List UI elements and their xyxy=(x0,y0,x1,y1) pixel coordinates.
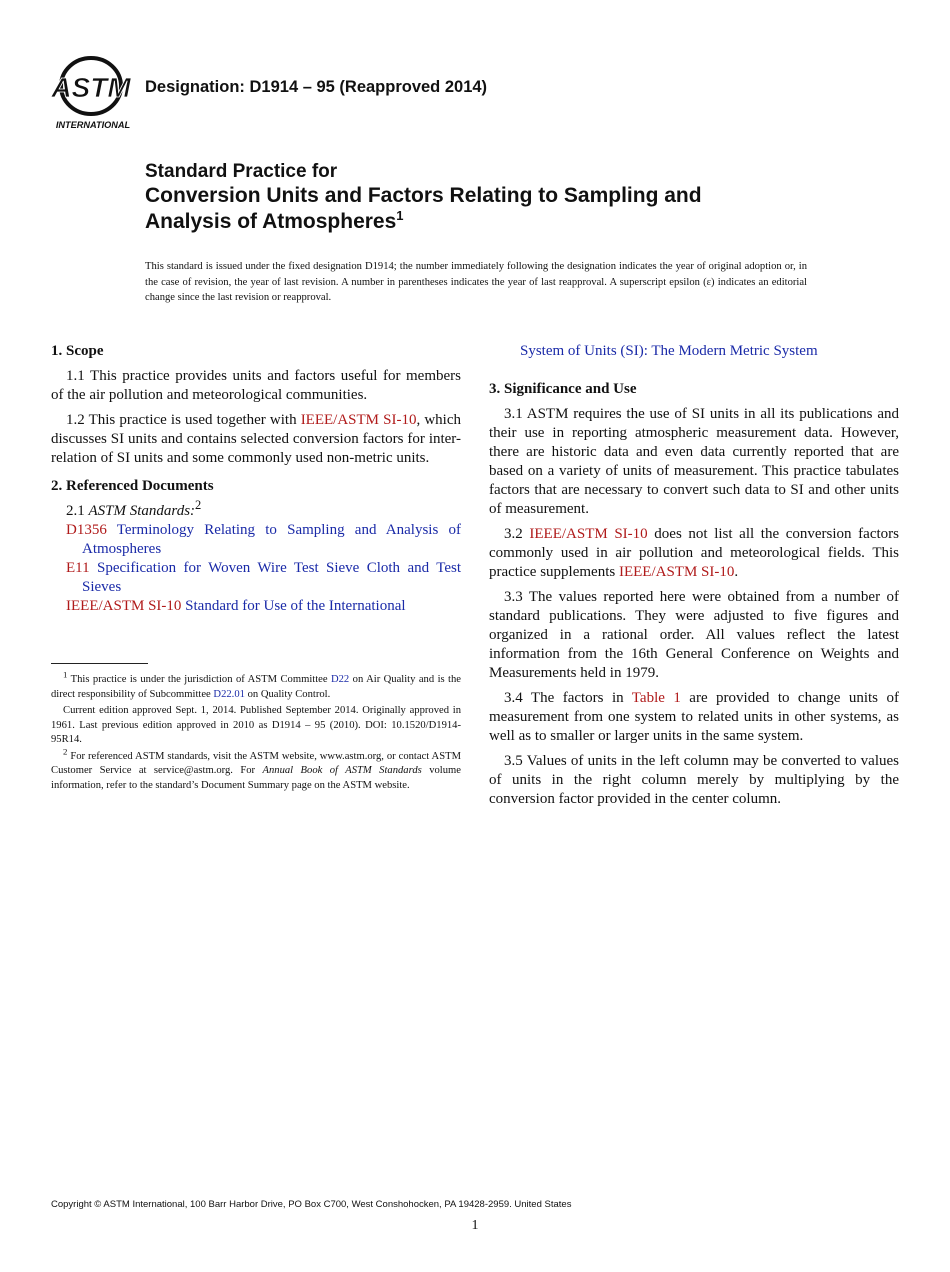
table-1-link[interactable]: Table 1 xyxy=(631,690,681,706)
footnote-1: $^1$ This practice is under the jurisdiction of ASTM Committee D22 on Air Quality and is the direct responsibility of Subcommittee D22.01 on Quality Control. xyxy=(51,669,461,700)
section-3-heading: 3. Significance and Use xyxy=(489,381,637,397)
footnote-rule xyxy=(51,663,148,664)
copyright: Copyright © ASTM International, 100 Barr Harbor Drive, PO Box C700, West Conshohocken, PA 19428-2959. United States xyxy=(51,1199,572,1210)
d22-link[interactable]: D22 xyxy=(330,674,350,685)
footnotes xyxy=(51,669,461,795)
astm-standards-label: 2.1 ASTM Standards:$^2$ xyxy=(66,498,202,519)
para-3-3: 3.3 The values reported here were obtained from a number of standard publications. They were adjusted to five figures and organized in a rational order. All values reflect the latest information from the 16th General Conference on Weights and Measurements held in 1979. xyxy=(489,589,899,681)
right-column xyxy=(489,342,899,809)
section-1-heading: 1. Scope xyxy=(51,343,104,359)
page-number: 1 xyxy=(471,1218,479,1233)
intro-note: This standard is issued under the fixed designation D1914; the number immediately following the designation indicates the year of original adoption or, in the case of revision, the year of last revision. A number in parentheses indicates the year of last reapproval. A superscript epsilon (ε) indicates an editorial change since the last revision or reapproval. xyxy=(145,261,807,303)
ieee-si10-link-2[interactable]: IEEE/ASTM SI-10 xyxy=(529,526,648,542)
title-line-3: Analysis of Atmospheres$^1$ xyxy=(145,208,404,233)
ref-ieee-si10-continued[interactable]: System of Units (SI): The Modern Metric System xyxy=(520,343,818,359)
document-title xyxy=(145,160,845,235)
para-3-4: 3.4 The factors in Table 1 are provided to change units of measurement from one system to related units in other systems, as well as to smaller or larger units in the same system. xyxy=(489,690,899,744)
title-line-1: Standard Practice for xyxy=(145,161,338,182)
d22-01-link[interactable]: D22.01 xyxy=(213,688,245,700)
ref-e11[interactable]: E11 Specification for Woven Wire Test Sieve Cloth and Test Sieves xyxy=(66,560,461,595)
para-1-1: 1.1 This practice provides units and factors useful for members of the air pollution and meteorological communities. xyxy=(51,368,461,403)
para-3-5: 3.5 Values of units in the left column may be converted to values of units in the right column merely by multiplying by the conversion factor provided in the center column. xyxy=(489,753,899,807)
astm-logo xyxy=(50,52,136,132)
title-footnote-mark: 1 xyxy=(396,208,404,223)
footnote-1-edition: Current edition approved Sept. 1, 2014. Published September 2014. Originally approved in 1961. Last previous edition approved in 2010 as D1914 – 95 (2010). DOI: 10.1520/D1914-95R14. xyxy=(51,705,461,745)
ieee-si10-link-3[interactable]: IEEE/ASTM SI-10 xyxy=(618,564,735,580)
ieee-si10-link[interactable]: IEEE/ASTM SI-10 xyxy=(300,412,417,428)
logo-text: ASTM xyxy=(51,72,131,103)
footnote-2: $^2$ For referenced ASTM standards, visit the ASTM website, www.astm.org, or contact ASTM Customer Service at service@astm.org. For Annual Book of ASTM Standards volume information, refer to the standard’s Document Summary page on the ASTM website. xyxy=(51,745,461,791)
ref-d1356[interactable]: D1356 Terminology Relating to Sampling and Analysis of Atmospheres xyxy=(66,522,461,557)
title-line-2: Conversion Units and Factors Relating to Sampling and xyxy=(145,184,702,207)
ref-ieee-si10[interactable]: IEEE/ASTM SI-10 Standard for Use of the International xyxy=(66,598,406,614)
para-1-2: 1.2 This practice is used together with IEEE/ASTM SI-10, which discusses SI units and contains selected conversion factors for inter-relation of SI units and some commonly used non-metric units. xyxy=(51,412,461,466)
designation: Designation: D1914 – 95 (Reapproved 2014) xyxy=(145,78,488,96)
left-column xyxy=(51,342,461,616)
section-2-heading: 2. Referenced Documents xyxy=(51,478,214,494)
para-3-1: 3.1 ASTM requires the use of SI units in all its publications and their use in reporting atmospheric measurement data. However, there are historic data and even data currently reported that are based on a variety of units of measurement. This practice tabulates factors that are necessary to convert such data to SI and other units of measurement. xyxy=(489,406,899,517)
para-3-2: 3.2 IEEE/ASTM SI-10 does not list all the conversion factors commonly used in air pollution and meteorological fields. This practice supplements IEEE/ASTM SI-10. xyxy=(489,526,899,580)
logo-subtext: INTERNATIONAL xyxy=(55,120,131,130)
